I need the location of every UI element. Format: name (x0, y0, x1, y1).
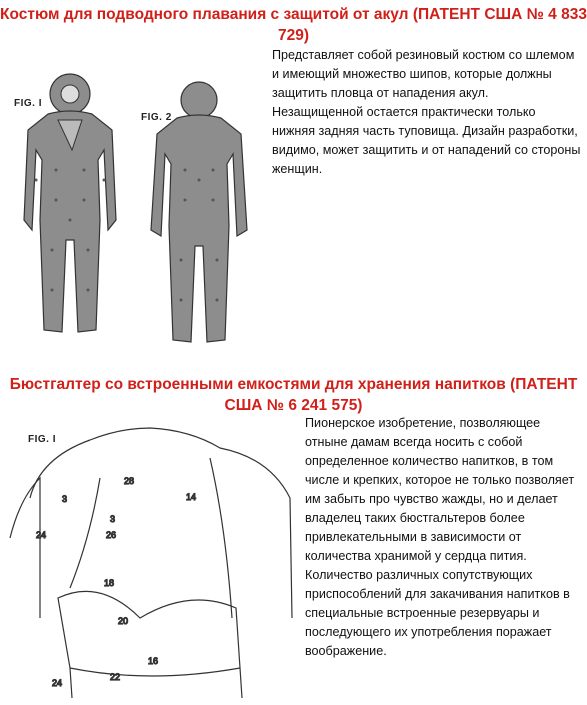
callout-label: 24 (36, 530, 47, 540)
callout-label: 14 (186, 492, 197, 502)
wetsuit-front-figure (0, 50, 135, 365)
section2-description: Пионерское изобретение, позволяющее отныне дамам всегда носить с собой определенное количество напитков, в том числе и крепких, которое не только позволяет им забыть про чувство жажды, но и делает владелец таких бюстгальтеров более привлекательными в зависимости от количества хранимой у сердца пития. Количество различных сопутствующих приспособлений для закачивания напитков в специальные встроенные резервуары и последующего их употребления поражает воображение. (305, 416, 575, 658)
bra-patent-figure (0, 418, 300, 700)
callout-label: 3 (110, 514, 116, 524)
callout-label: 16 (148, 656, 159, 666)
figure1-label: FIG. I (14, 98, 42, 109)
callout-label: 28 (124, 476, 135, 486)
callout-label: 24 (52, 678, 63, 688)
callout-label: 26 (106, 530, 117, 540)
callout-label: 3 (62, 494, 68, 504)
section1-title: Костюм для подводного плавания с защитой от акул (ПАТЕНТ США № 4 833 729) (0, 6, 587, 44)
figure-label: FIG. I (28, 434, 56, 445)
callout-label: 18 (104, 578, 115, 588)
section2-title: Бюстгалтер со встроенными емкостями для хранения напитков (ПАТЕНТ США № 6 241 575) (9, 376, 578, 414)
callout-label: 22 (110, 672, 121, 682)
wetsuit-back-figure (135, 50, 270, 365)
callout-label: 20 (118, 616, 129, 626)
figure2-label: FIG. 2 (141, 112, 172, 123)
section1-description: Представляет собой резиновый костюм со шлемом и имеющий множество шипов, которые должны защитить пловца от нападения акул. Незащищенной остается практически только нижняя задняя часть туповища. Дизайн разработки, видимо, может защитить и от нападений со стороны женщин. (272, 48, 581, 176)
